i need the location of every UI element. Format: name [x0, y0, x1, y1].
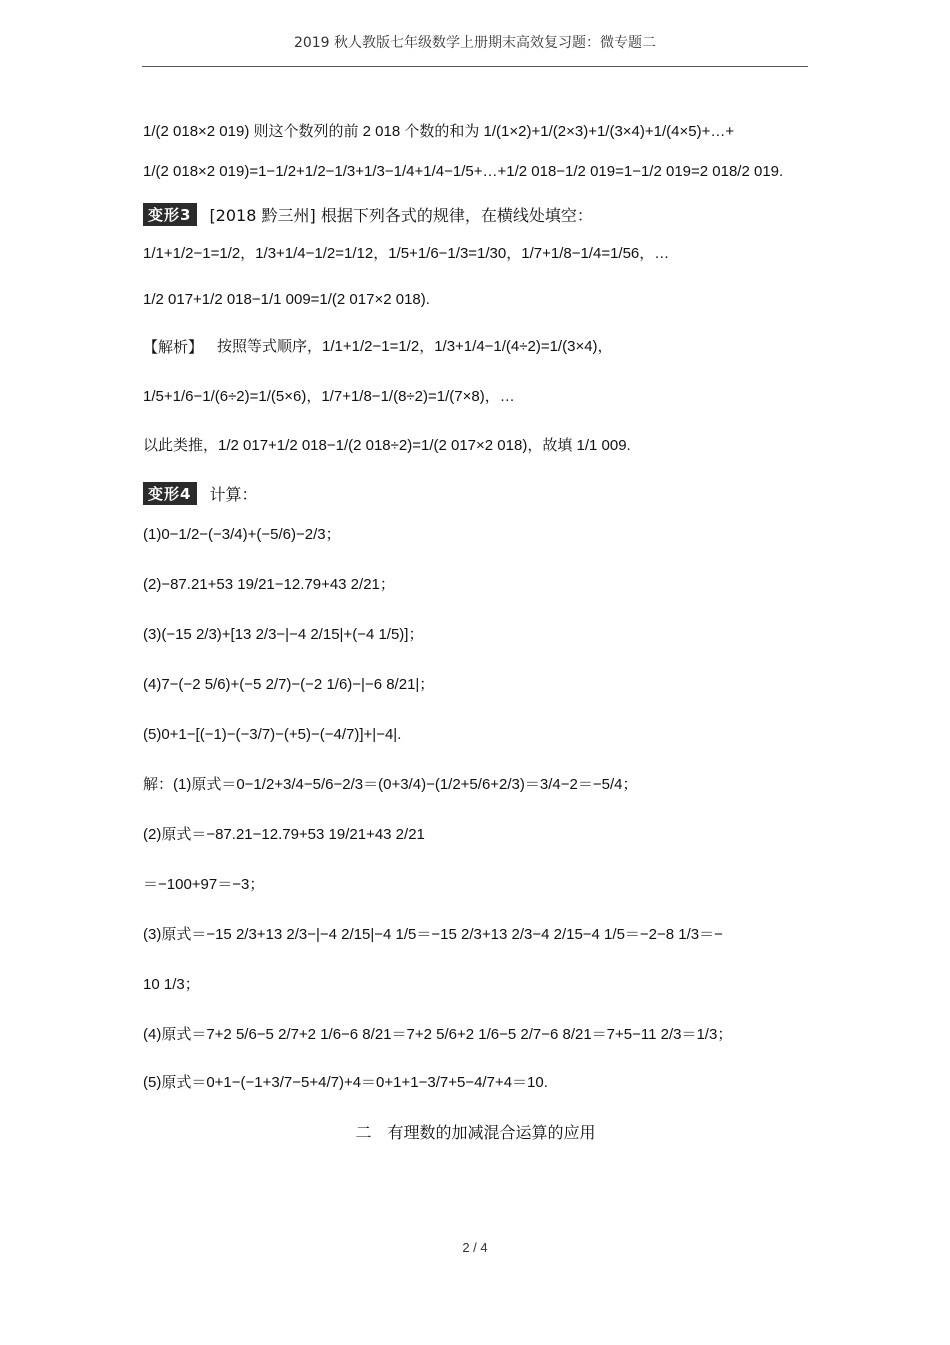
problem-1: (1)0−1/2−(−3/4)+(−5/6)−2/3； — [143, 526, 341, 543]
variant4-heading — [143, 476, 808, 510]
solution-3b: 10 1/3； — [143, 976, 200, 993]
analysis-label: 【解析】 — [143, 338, 204, 356]
solution-2: (2)原式＝−87.21−12.79+53 19/21+43 2/21 — [143, 826, 425, 843]
page-header: 2019 秋人教版七年级数学上册期末高效复习题：微专题二 — [293, 35, 657, 51]
document-body — [143, 112, 808, 1143]
variant3-tag: 变形3 — [143, 203, 197, 226]
solution-5: (5)原式＝0+1−(−1+3/7−5+4/7)+4＝0+1+1−3/7+5−4/7+4＝10. — [143, 1074, 548, 1091]
analysis-line-1 — [143, 322, 808, 372]
analysis-line-3: 以此类推，1/2 017+1/2 018−1/(2 018÷2)=1/(2 017×2 018)，故填 1/1 009. — [143, 437, 631, 454]
sum-line-2: 1/(2 018×2 019)=1−1/2+1/2−1/3+1/3−1/4+1/4−1/5+…+1/2 018−1/2 019=1−1/2 019=2 018/2 019. — [143, 163, 784, 180]
solution-3: (3)原式＝−15 2/3+13 2/3−|−4 2/15|−4 1/5＝−15 2/3+13 2/3−4 2/15−4 1/5＝−2−8 1/3＝− — [143, 926, 723, 943]
page-number: 2 / 4 — [462, 1240, 488, 1255]
section-title: 二 有理数的加减混合运算的应用 — [355, 1123, 596, 1142]
solution-4: (4)原式＝7+2 5/6−5 2/7+2 1/6−6 8/21＝7+2 5/6+2 1/6−5 2/7−6 8/21＝7+5−11 2/3＝1/3； — [143, 1026, 733, 1043]
variant3-formula-1: 1/1+1/2−1=1/2，1/3+1/4−1/2=1/12，1/5+1/6−1/3=1/30，1/7+1/8−1/4=1/56，… — [143, 245, 670, 262]
problem-3: (3)(−15 2/3)+[13 2/3−|−4 2/15|+(−4 1/5)]； — [143, 626, 424, 643]
sum-line-1: 1/(2 018×2 019) 则这个数列的前 2 018 个数的和为 1/(1×2)+1/(2×3)+1/(3×4)+1/(4×5)+…+ — [143, 123, 735, 140]
variant3-formula-2: 1/2 017+1/2 018−1/1 009=1/(2 017×2 018). — [143, 291, 430, 308]
problem-2: (2)−87.21+53 19/21−12.79+43 2/21； — [143, 576, 395, 593]
solution-1: 解：(1)原式＝0−1/2+3/4−5/6−2/3＝(0+3/4)−(1/2+5/6+2/3)＝3/4−2＝−5/4； — [143, 776, 638, 793]
problem-4: (4)7−(−2 5/6)+(−5 2/7)−(−2 1/6)−|−6 8/21|； — [143, 676, 435, 693]
analysis-line-2: 1/5+1/6−1/(6÷2)=1/(5×6)，1/7+1/8−1/(8÷2)=1/(7×8)，… — [143, 388, 515, 405]
variant3-heading — [143, 198, 808, 230]
variant4-title: 计算： — [209, 484, 258, 504]
variant4-tag: 变形4 — [143, 482, 197, 505]
analysis-text-1: 按照等式顺序，1/1+1/2−1=1/2，1/3+1/4−1/(4÷2)=1/(3×4)， — [217, 338, 613, 355]
problem-5: (5)0+1−[(−1)−(−3/7)−(+5)−(−4/7)]+|−4|. — [143, 726, 402, 743]
solution-2b: ＝−100+97＝−3； — [143, 876, 265, 893]
variant3-title: [2018 黔三州] 根据下列各式的规律，在横线处填空： — [209, 205, 593, 225]
header-divider — [142, 66, 808, 67]
